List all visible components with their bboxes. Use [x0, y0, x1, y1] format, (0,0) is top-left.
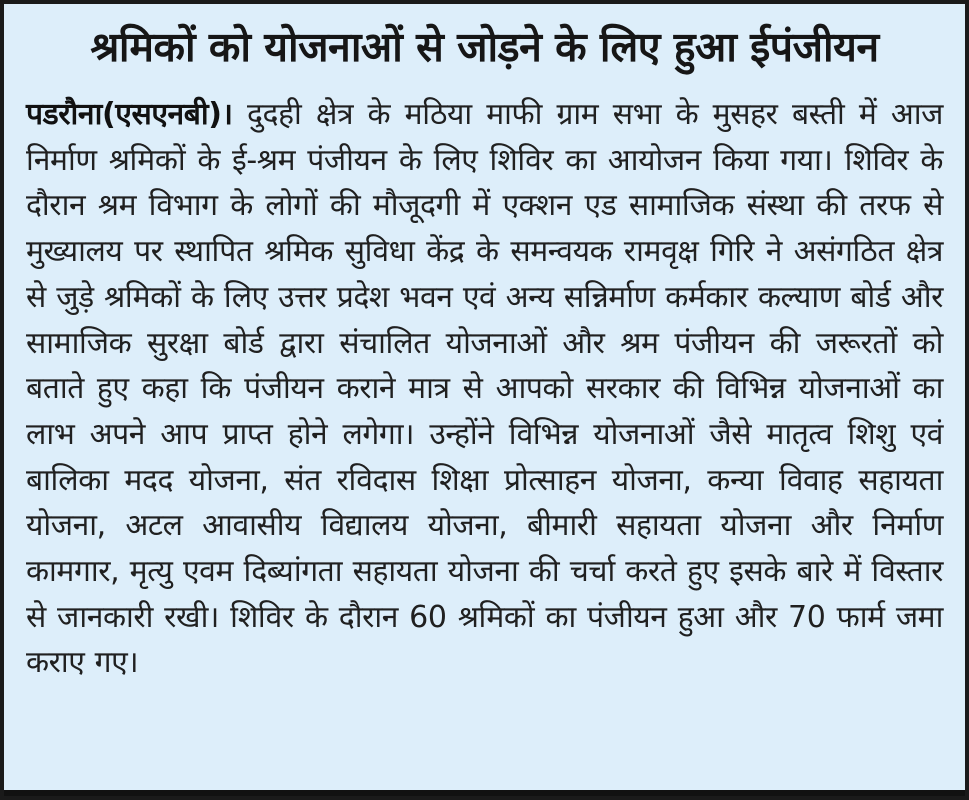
article-body	[26, 92, 943, 686]
article-text: दुदही क्षेत्र के मठिया माफी ग्राम सभा के मुसहर बस्ती में आज निर्माण श्रमिकों के ई-श्रम पंजीयन के लिए शिविर का आयोजन किया गया। शिविर के दौरान श्रम विभाग के लोगों की मौजूदगी में एक्शन एड सामाजिक संस्था की तरफ से मुख्यालय पर स्थापित श्रमिक सुविधा केंद्र के समन्वयक रामवृक्ष गिरि ने असंगठित क्षेत्र से जुड़े श्रमिकों के लिए उत्तर प्रदेश भवन एवं अन्य सन्निर्माण कर्मकार कल्याण बोर्ड और सामाजिक सुरक्षा बोर्ड द्वारा संचालित योजनाओं और श्रम पंजीयन की जरूरतों को बताते हुए कहा कि पंजीयन कराने मात्र से आपको सरकार की विभिन्न योजनाओं का लाभ अपने आप प्राप्त होने लगेगा। उन्होंने विभिन्न योजनाओं जैसे मातृत्व शिशु एवं बालिका मदद योजना, संत रविदास शिक्षा प्रोत्साहन योजना, कन्या विवाह सहायता योजना, अटल आवासीय विद्यालय योजना, बीमारी सहायता योजना और निर्माण कामगार, मृत्यु एवम दिब्यांगता सहायता योजना की चर्चा करते हुए इसके बारे में विस्तार से जानकारी रखी। शिविर के दौरान 60 श्रमिकों का पंजीयन हुआ और 70 फार्म जमा कराए गए।	[26, 97, 943, 681]
article-dateline: पडरौना(एसएनबी)।	[26, 97, 233, 132]
article-headline: श्रमिकों को योजनाओं से जोड़ने के लिए हुआ ईपंजीयन	[90, 23, 879, 71]
clipping-bottom-edge	[4, 790, 965, 796]
